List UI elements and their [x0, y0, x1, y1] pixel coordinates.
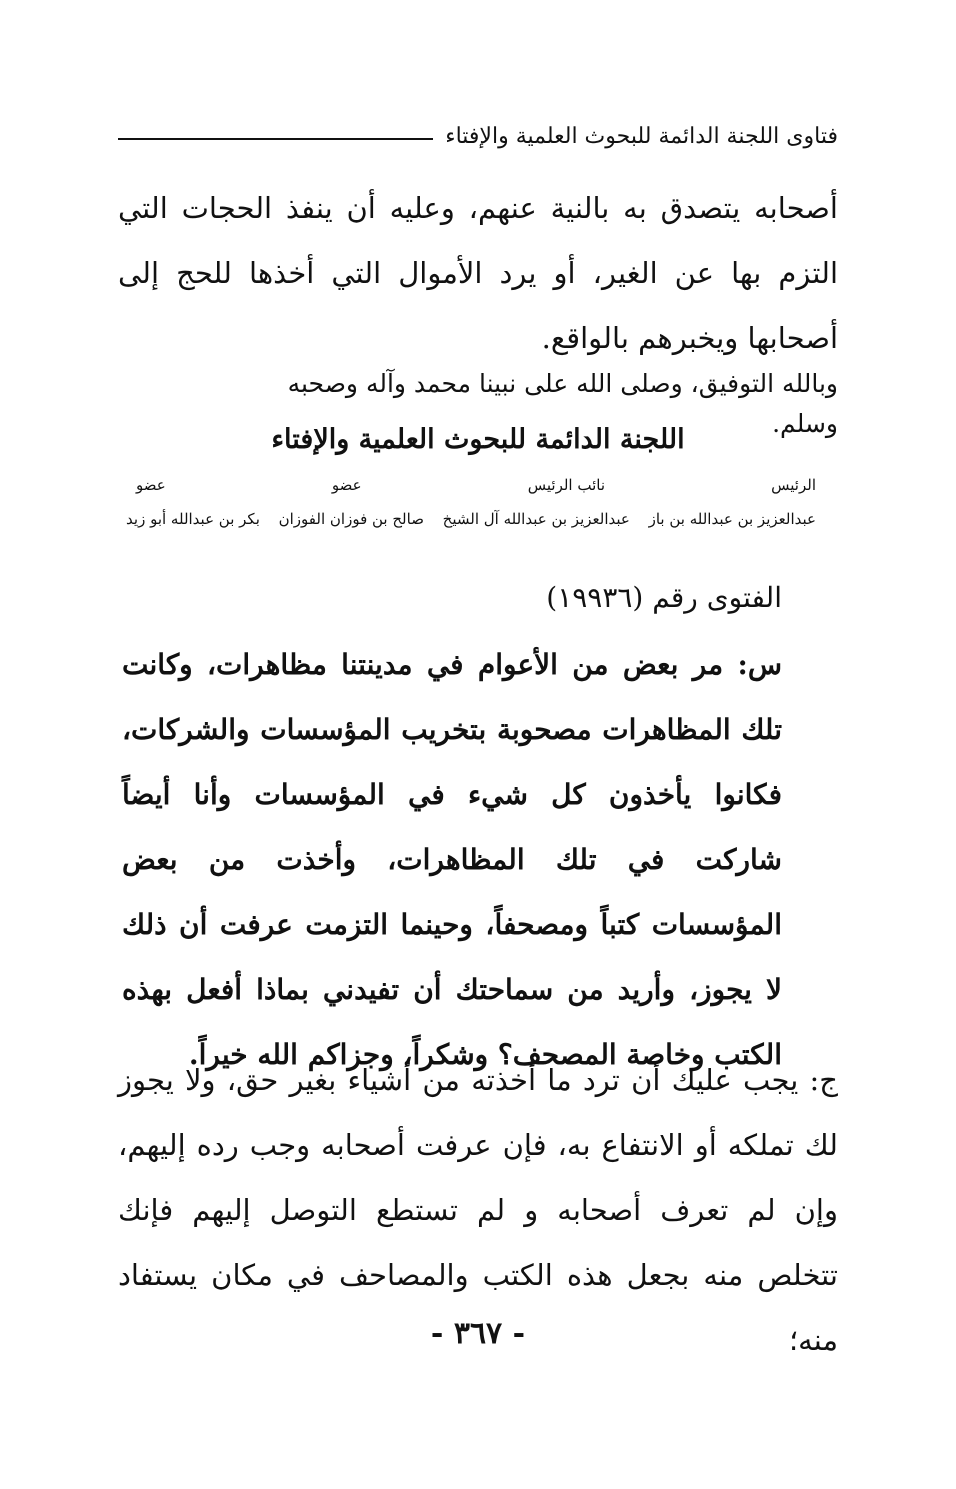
role-member-2: عضو	[136, 476, 166, 494]
signature-roles	[136, 476, 816, 494]
role-member-1: عضو	[331, 476, 362, 494]
intro-paragraph: أصحابه يتصدق به بالنية عنهم، وعليه أن ينفذ الحجات التي التزم بها عن الغير، أو يرد الأموال التي أخذها للحج إلى أصحابها ويخبرهم بالواقع.	[118, 191, 838, 355]
name-vice-president: عبدالعزيز بن عبدالله آل الشيخ	[442, 510, 630, 528]
closing-line: وبالله التوفيق، وصلى الله على نبينا محمد وآله وصحبه وسلم.	[287, 369, 838, 438]
name-president: عبدالعزيز بن عبدالله بن باز	[648, 510, 816, 528]
fatwa-number: الفتوى رقم (١٩٩٣٦)	[546, 581, 782, 614]
page-number: - ٣٦٧ -	[430, 1316, 526, 1351]
committee-name: اللجنة الدائمة للبحوث العلمية والإفتاء	[271, 424, 685, 455]
question-paragraph: س: مر بعض من الأعوام في مدينتنا مظاهرات، وكانت تلك المظاهرات مصحوبة بتخريب المؤسسات والشركات، فكانوا يأخذون كل شيء في المؤسسات وأنا أيضاً شاركت في تلك المظاهرات، وأخذت من بعض المؤسسات كتباً ومصحفاً، وحينما التزمت عرفت أن ذلك لا يجوز، وأريد من سماحتك أن تفيدني بماذا أفعل بهذه الكتب وخاصة المصحف؟ وشكراً، وجزاكم الله خيراً.	[122, 648, 782, 1071]
name-member-1: صالح بن فوزان الفوزان	[278, 510, 424, 528]
role-vice-president: نائب الرئيس	[527, 476, 606, 494]
name-member-2: بكر بن عبدالله أبو زيد	[126, 510, 260, 528]
role-president: الرئيس	[771, 476, 816, 494]
signature-names	[126, 510, 816, 528]
running-header	[118, 116, 838, 156]
header-title: فتاوى اللجنة الدائمة للبحوث العلمية والإفتاء	[445, 123, 838, 149]
answer-paragraph: ج: يجب عليك أن ترد ما أخذته من أشياء بغير حق، ولا يجوز لك تملكه أو الانتفاع به، فإن عرفت أصحابه وجب رده إليهم، وإن لم تعرف أصحابه و لم تستطع التوصل إليهم فإنك تتخلص منه بجعل هذه الكتب والمصاحف في مكان يستفاد منه؛	[118, 1063, 838, 1357]
header-rule	[118, 138, 433, 140]
